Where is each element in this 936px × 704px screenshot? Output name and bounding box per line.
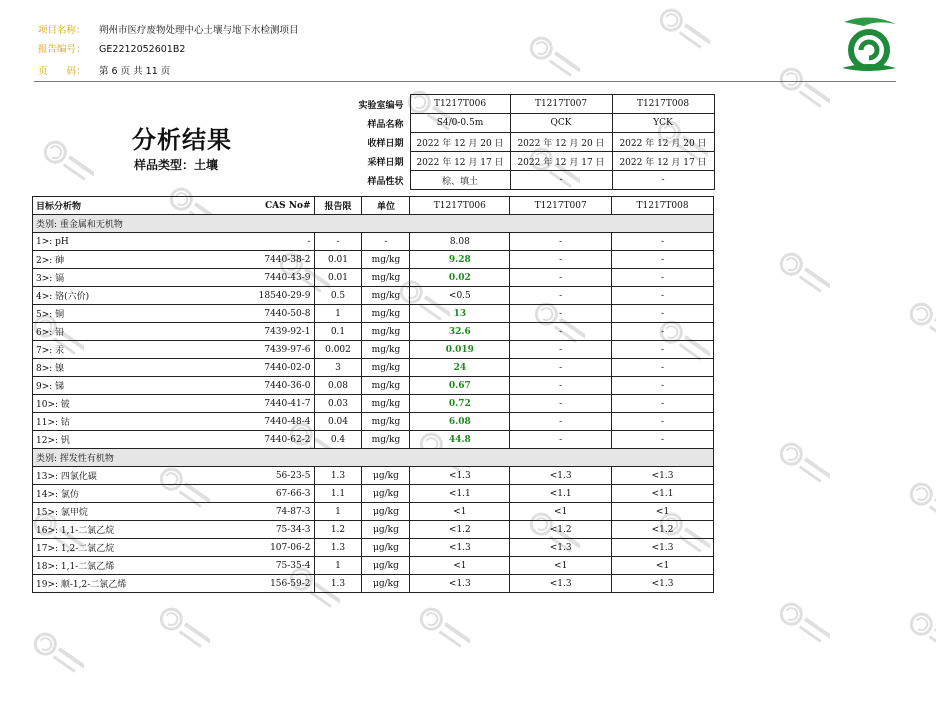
table-row — [33, 251, 714, 269]
cas-number: 7439-92-1 — [162, 323, 314, 341]
table-row — [33, 287, 714, 305]
meta-value: S4/0-0.5m — [410, 114, 510, 133]
unit: mg/kg — [362, 305, 410, 323]
result-sample-3: <1.1 — [612, 485, 714, 503]
cas-number: 75-35-4 — [162, 557, 314, 575]
header-unit: 单位 — [362, 197, 410, 215]
page-value: 第 6 页 共 11 页 — [99, 66, 171, 77]
unit: μg/kg — [362, 521, 410, 539]
analyte-name: 9>: 锑 — [33, 377, 163, 395]
meta-value: 2022 年 12 月 20 日 — [410, 133, 510, 152]
report-limit: 1.3 — [314, 575, 362, 593]
result-sample-3: - — [612, 395, 714, 413]
result-sample-1: 8.08 — [410, 233, 510, 251]
analyte-name: 6>: 铅 — [33, 323, 163, 341]
header-analyte: 目标分析物 — [33, 197, 163, 215]
result-sample-2: <1 — [510, 557, 612, 575]
result-sample-2: <1.3 — [510, 467, 612, 485]
result-sample-3: - — [612, 269, 714, 287]
analyte-name: 11>: 钴 — [33, 413, 163, 431]
result-sample-1: <1 — [410, 503, 510, 521]
result-sample-2: <1.1 — [510, 485, 612, 503]
result-sample-2: - — [510, 287, 612, 305]
result-sample-3: <1.3 — [612, 539, 714, 557]
result-sample-2: - — [510, 377, 612, 395]
analyte-name: 5>: 铜 — [33, 305, 163, 323]
cas-number: 7440-02-0 — [162, 359, 314, 377]
result-sample-2: - — [510, 269, 612, 287]
meta-value: 2022 年 12 月 20 日 — [510, 133, 612, 152]
cas-number: 7440-48-4 — [162, 413, 314, 431]
result-sample-2: - — [510, 395, 612, 413]
cas-number: 107-06-2 — [162, 539, 314, 557]
table-row — [33, 359, 714, 377]
result-sample-1: <1 — [410, 557, 510, 575]
watermark-seal-icon — [760, 250, 830, 320]
result-sample-3: <1 — [612, 503, 714, 521]
analyte-name: 7>: 汞 — [33, 341, 163, 359]
results-table — [32, 196, 714, 593]
report-limit: 1 — [314, 305, 362, 323]
meta-row — [324, 133, 714, 152]
table-row — [33, 305, 714, 323]
meta-label: 样品名称 — [367, 119, 404, 130]
table-row — [33, 341, 714, 359]
meta-value: 2022 年 12 月 17 日 — [510, 152, 612, 171]
report-limit: 0.03 — [314, 395, 362, 413]
unit: mg/kg — [362, 323, 410, 341]
meta-label: 收样日期 — [367, 138, 404, 149]
table-row — [33, 413, 714, 431]
result-sample-2: - — [510, 305, 612, 323]
table-row — [33, 467, 714, 485]
result-sample-1: 24 — [410, 359, 510, 377]
report-limit: 1.2 — [314, 521, 362, 539]
result-sample-1: 0.02 — [410, 269, 510, 287]
meta-value: - — [612, 171, 714, 190]
meta-value: 2022 年 12 月 20 日 — [612, 133, 714, 152]
page-line — [38, 63, 170, 77]
table-row — [33, 233, 714, 251]
result-sample-2: <1.3 — [510, 539, 612, 557]
report-limit: 0.01 — [314, 269, 362, 287]
unit: mg/kg — [362, 431, 410, 449]
unit: mg/kg — [362, 413, 410, 431]
table-row — [33, 539, 714, 557]
unit: mg/kg — [362, 269, 410, 287]
category-row — [33, 215, 714, 233]
result-sample-1: <1.3 — [410, 467, 510, 485]
unit: mg/kg — [362, 377, 410, 395]
result-sample-2: <1.3 — [510, 575, 612, 593]
meta-value: T1217T007 — [510, 95, 612, 114]
company-logo-icon — [836, 14, 902, 76]
result-sample-2: - — [510, 341, 612, 359]
project-label: 项目名称： — [38, 25, 86, 36]
report-limit: 1.1 — [314, 485, 362, 503]
watermark-seal-icon — [890, 300, 936, 370]
table-row — [33, 377, 714, 395]
meta-row — [324, 171, 714, 190]
report-limit: - — [314, 233, 362, 251]
analyte-name: 18>: 1,1-二氯乙烯 — [33, 557, 163, 575]
result-sample-2: - — [510, 323, 612, 341]
cas-number: 18540-29-9 — [162, 287, 314, 305]
category-label: 类别: 挥发性有机物 — [33, 449, 714, 467]
sample-type: 样品类型：土壤 — [134, 158, 219, 172]
result-sample-1: 0.72 — [410, 395, 510, 413]
report-limit: 0.002 — [314, 341, 362, 359]
result-sample-1: 32.6 — [410, 323, 510, 341]
report-limit: 1 — [314, 557, 362, 575]
result-sample-2: <1 — [510, 503, 612, 521]
table-row — [33, 485, 714, 503]
table-row — [33, 557, 714, 575]
table-row — [33, 503, 714, 521]
meta-label: 实验室编号 — [358, 100, 404, 111]
result-sample-3: - — [612, 431, 714, 449]
unit: mg/kg — [362, 341, 410, 359]
header-sample-2: T1217T007 — [510, 197, 612, 215]
result-sample-1: 9.28 — [410, 251, 510, 269]
result-sample-3: - — [612, 305, 714, 323]
cas-number: 156-59-2 — [162, 575, 314, 593]
analyte-name: 12>: 钒 — [33, 431, 163, 449]
report-limit: 0.4 — [314, 431, 362, 449]
result-sample-3: <1.3 — [612, 575, 714, 593]
table-row — [33, 269, 714, 287]
meta-value: T1217T008 — [612, 95, 714, 114]
result-sample-3: <1.3 — [612, 467, 714, 485]
result-sample-3: - — [612, 377, 714, 395]
analyte-name: 3>: 镉 — [33, 269, 163, 287]
report-line — [38, 41, 185, 55]
result-sample-1: 44.8 — [410, 431, 510, 449]
watermark-seal-icon — [14, 630, 84, 700]
result-sample-3: <1 — [612, 557, 714, 575]
table-row — [33, 575, 714, 593]
report-limit: 0.04 — [314, 413, 362, 431]
meta-value: T1217T006 — [410, 95, 510, 114]
project-line — [38, 22, 299, 36]
table-row — [33, 395, 714, 413]
report-limit: 1.3 — [314, 539, 362, 557]
result-sample-1: 6.08 — [410, 413, 510, 431]
cas-number: 7439-97-6 — [162, 341, 314, 359]
cas-number: 56-23-5 — [162, 467, 314, 485]
cas-number: 7440-38-2 — [162, 251, 314, 269]
result-sample-2: - — [510, 413, 612, 431]
analyte-name: 17>: 1,2-二氯乙烷 — [33, 539, 163, 557]
unit: mg/kg — [362, 359, 410, 377]
cas-number: 75-34-3 — [162, 521, 314, 539]
watermark-seal-icon — [400, 605, 470, 675]
result-sample-3: - — [612, 233, 714, 251]
result-sample-1: 0.019 — [410, 341, 510, 359]
unit: μg/kg — [362, 557, 410, 575]
report-limit: 3 — [314, 359, 362, 377]
watermark-seal-icon — [760, 600, 830, 670]
result-sample-3: - — [612, 323, 714, 341]
page-label: 页 码： — [38, 66, 86, 77]
meta-value: - — [510, 171, 612, 190]
header-sample-1: T1217T006 — [410, 197, 510, 215]
cas-number: 74-87-3 — [162, 503, 314, 521]
unit: mg/kg — [362, 395, 410, 413]
result-sample-1: <1.1 — [410, 485, 510, 503]
meta-label: 样品性状 — [367, 176, 404, 187]
page-title: 分析结果 — [132, 126, 232, 154]
result-sample-3: - — [612, 287, 714, 305]
unit: μg/kg — [362, 485, 410, 503]
cas-number: 7440-36-0 — [162, 377, 314, 395]
analyte-name: 4>: 铬(六价) — [33, 287, 163, 305]
result-sample-1: <1.3 — [410, 539, 510, 557]
cas-number: 7440-50-8 — [162, 305, 314, 323]
header-sample-3: T1217T008 — [612, 197, 714, 215]
result-sample-3: - — [612, 413, 714, 431]
analyte-name: 10>: 铍 — [33, 395, 163, 413]
cas-number: 7440-41-7 — [162, 395, 314, 413]
table-row — [33, 431, 714, 449]
result-sample-1: <0.5 — [410, 287, 510, 305]
result-sample-2: - — [510, 431, 612, 449]
meta-row — [324, 114, 714, 133]
meta-row — [324, 152, 714, 171]
category-row — [33, 449, 714, 467]
header-limit: 报告限 — [314, 197, 362, 215]
unit: mg/kg — [362, 251, 410, 269]
result-sample-1: <1.2 — [410, 521, 510, 539]
watermark-seal-icon — [760, 440, 830, 510]
result-sample-1: <1.3 — [410, 575, 510, 593]
report-limit: 0.1 — [314, 323, 362, 341]
report-value: GE2212052601B2 — [99, 44, 186, 55]
result-sample-1: 0.67 — [410, 377, 510, 395]
analyte-name: 14>: 氯仿 — [33, 485, 163, 503]
unit: mg/kg — [362, 287, 410, 305]
result-sample-3: - — [612, 251, 714, 269]
result-sample-1: 13 — [410, 305, 510, 323]
meta-row — [324, 95, 714, 114]
result-sample-3: <1.2 — [612, 521, 714, 539]
table-row — [33, 521, 714, 539]
watermark-seal-icon — [140, 605, 210, 675]
result-sample-2: - — [510, 233, 612, 251]
unit: μg/kg — [362, 539, 410, 557]
watermark-seal-icon — [640, 6, 710, 76]
meta-value: 2022 年 12 月 17 日 — [612, 152, 714, 171]
analyte-name: 1>: pH — [33, 233, 163, 251]
analyte-name: 13>: 四氯化碳 — [33, 467, 163, 485]
result-sample-3: - — [612, 359, 714, 377]
sample-info-table — [324, 94, 715, 190]
meta-value: QCK — [510, 114, 612, 133]
watermark-seal-icon — [760, 65, 830, 135]
result-sample-2: - — [510, 251, 612, 269]
result-sample-2: - — [510, 359, 612, 377]
unit: - — [362, 233, 410, 251]
analyte-name: 15>: 氯甲烷 — [33, 503, 163, 521]
unit: μg/kg — [362, 503, 410, 521]
header-cas: CAS No# — [162, 197, 314, 215]
report-limit: 0.08 — [314, 377, 362, 395]
result-sample-3: - — [612, 341, 714, 359]
meta-value: YCK — [612, 114, 714, 133]
meta-label: 采样日期 — [367, 157, 404, 168]
cas-number: 7440-62-2 — [162, 431, 314, 449]
watermark-seal-icon — [890, 610, 936, 680]
report-label: 报告编号： — [38, 44, 86, 55]
cas-number: 7440-43-9 — [162, 269, 314, 287]
table-header-row — [33, 197, 714, 215]
meta-value: 棕、填土 — [410, 171, 510, 190]
analyte-name: 8>: 镍 — [33, 359, 163, 377]
cas-number: 67-66-3 — [162, 485, 314, 503]
report-limit: 0.5 — [314, 287, 362, 305]
analyte-name: 2>: 砷 — [33, 251, 163, 269]
unit: μg/kg — [362, 467, 410, 485]
project-value: 朔州市医疗废物处理中心土壤与地下水检测项目 — [99, 25, 299, 36]
unit: μg/kg — [362, 575, 410, 593]
category-label: 类别: 重金属和无机物 — [33, 215, 714, 233]
watermark-seal-icon — [890, 480, 936, 550]
meta-value: 2022 年 12 月 17 日 — [410, 152, 510, 171]
table-row — [33, 323, 714, 341]
report-limit: 1 — [314, 503, 362, 521]
analyte-name: 19>: 顺-1,2-二氯乙烯 — [33, 575, 163, 593]
report-limit: 0.01 — [314, 251, 362, 269]
report-limit: 1.3 — [314, 467, 362, 485]
cas-number: - — [162, 233, 314, 251]
result-sample-2: <1.2 — [510, 521, 612, 539]
analyte-name: 16>: 1,1-二氯乙烷 — [33, 521, 163, 539]
